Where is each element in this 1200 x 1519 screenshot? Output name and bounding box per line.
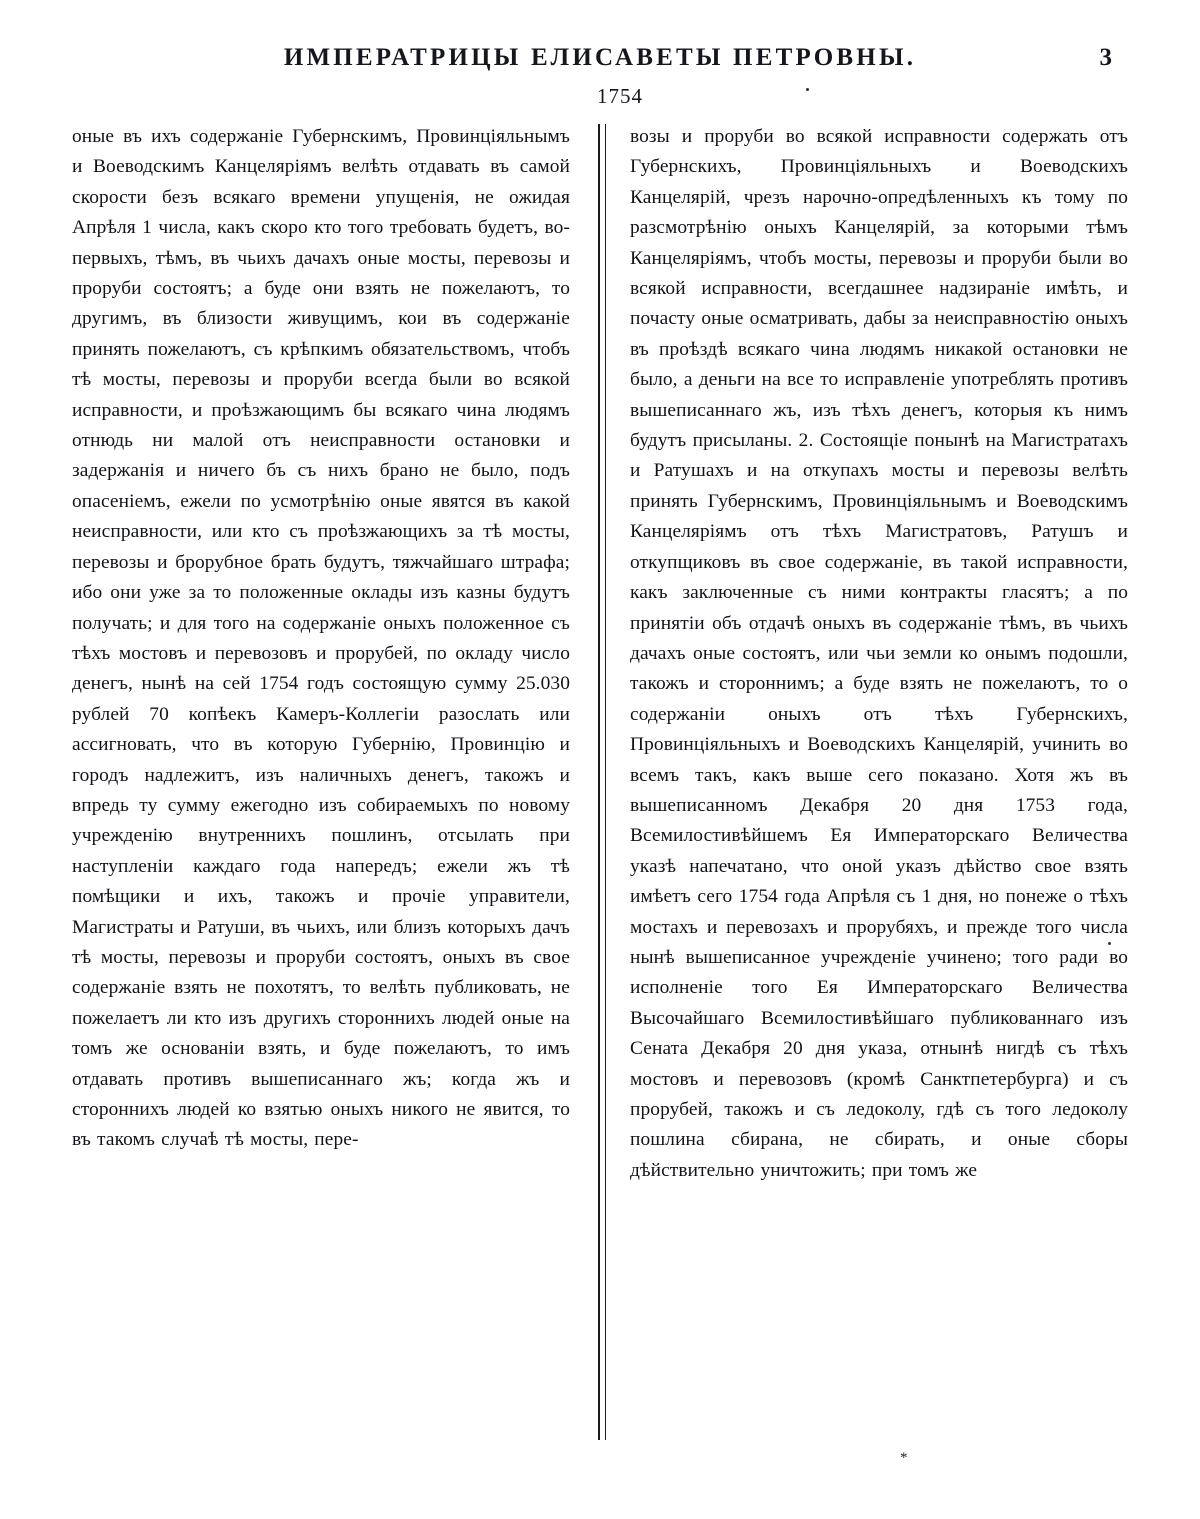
left-column-text: оные въ ихъ содержанiе Губернскимъ, Провинцiяльнымъ и Воеводскимъ Канцелярiямъ велѣть отдавать въ самой скорости безъ всякаго времени упущенiя, не ожидая Апрѣля 1 числа, какъ скоро кто того требовать будетъ, во-первыхъ, тѣмъ, въ чьихъ дачахъ оные мосты, перевозы и проруби состоятъ; а буде они взять не пожелаютъ, то другимъ, въ близости живущимъ, кои въ содержанiе принять пожелаютъ, съ крѣпкимъ обязательствомъ, чтобъ тѣ мосты, перевозы и проруби всегда были во всякой исправности, и проѣзжающимъ бы всякаго чина людямъ отнюдь ни малой отъ неисправности остановки и задержанiя и ничего бъ съ нихъ брано не было, подъ опасенiемъ, ежели по усмотрѣнiю оные явятся въ какой неисправности, или кто съ проѣзжающихъ за тѣ мосты, перевозы и брорубное брать будутъ, тяжчайшаго штрафа; ибо они уже за то положенные оклады изъ казны будутъ получать; и для того на содержанiе оныхъ положенное съ тѣхъ мостовъ и перевозовъ и прорубей, по окладу число денегъ, нынѣ на сей 1754 годъ состоящую сумму 25.030 рублей 70 копѣекъ Камеръ-Коллегiи разослать или ассигновать, что въ которую Губернiю, Провинцiю и городъ надлежитъ, изъ наличныхъ денегъ, такожъ и впредь ту сумму ежегодно изъ собираемыхъ по новому учрежденiю внутреннихъ пошлинъ, отсылать при наступленiи каждаго года напередъ; ежели жъ тѣ помѣщики и ихъ, такожъ и прочiе управители, Магистраты и Ратуши, въ чьихъ, или близъ которыхъ дачъ тѣ мосты, перевозы и проруби состоятъ, оныхъ въ свое содержанiе взять не похотятъ, то велѣть публиковать, не пожелаетъ ли кто изъ другихъ стороннихъ людей оные на томъ же основанiи взять, и буде пожелаютъ, то имъ отдавать противъ вышеписаннаго жъ; когда жъ и стороннихъ людей ко взятью оныхъ никого не явится, то въ такомъ случаѣ тѣ мосты, пере-: [72, 126, 570, 1151]
page-number: 3: [1099, 44, 1112, 71]
text-columns: [72, 122, 1128, 1442]
column-divider-rule: [598, 124, 606, 1440]
footnote-asterisk: *: [900, 1450, 908, 1466]
ink-speck: [806, 88, 809, 91]
page-title: ИМПЕРАТРИЦЫ ЕЛИСАВЕТЫ ПЕТРОВНЫ.: [283, 44, 917, 71]
right-column-text: возы и проруби во всякой исправности содержать отъ Губернскихъ, Провинцiяльныхъ и Воеводскихъ Канцелярiй, чрезъ нарочно-опредѣленныхъ къ тому по разсмотрѣнiю оныхъ Канцелярiй, за которыми тѣмъ Канцелярiямъ, чтобъ мосты, перевозы и проруби были во всякой исправности, всегдашнее надзиранiе имѣть, и почасту оные осматривать, дабы за неисправностiю оныхъ въ проѣздѣ всякаго чина людямъ никакой остановки не было, а деньги на все то исправленiе употреблять противъ вышеписаннаго жъ, изъ тѣхъ денегъ, которыя къ нимъ будутъ присыланы. 2. Состоящiе понынѣ на Магистратахъ и Ратушахъ и на откупахъ мосты и перевозы велѣть принять Губернскимъ, Провинцiяльнымъ и Воеводскимъ Канцелярiямъ отъ тѣхъ Магистратовъ, Ратушъ и откупщиковъ въ свое содержанiе, въ такой исправности, какъ заключенные съ ними контракты гласятъ; а по принятiи объ отдачѣ оныхъ въ содержанiе тѣмъ, въ чьихъ дачахъ оные состоятъ, или чьи земли ко онымъ подошли, такожъ и стороннимъ; а буде взять не пожелаютъ, то о содержанiи оныхъ отъ тѣхъ Губернскихъ, Провинцiяльныхъ и Воеводскихъ Канцелярiй, учинить во всемъ такъ, какъ выше сего показано. Хотя жъ въ вышеписанномъ Декабря 20 дня 1753 года, Всемилостивѣйшемъ Ея Императорскаго Величества указѣ напечатано, что оной указъ дѣйство свое взять имѣетъ сего 1754 года Апрѣля съ 1 дня, но понеже о тѣхъ мостахъ и перевозахъ и прорубяхъ, и прежде того числа нынѣ вышеписанное учрежденiе учинено; того ради во исполненiе того Ея Императорскаго Величества Высочайшаго Всемилостивѣйшаго публикованнаго изъ Сената Декабря 20 дня указа, отнынѣ нигдѣ съ тѣхъ мостовъ и перевозовъ (кромѣ Санктпетербурга) и съ прорубей, такожъ и съ ледоколу, гдѣ съ того ледоколу пошлина сбирана, не сбирать, и оные сборы дѣйствительно уничтожить; при томъ же: [630, 126, 1128, 1181]
ink-speck-right: [1108, 942, 1111, 945]
page-year: 1754: [597, 84, 643, 108]
